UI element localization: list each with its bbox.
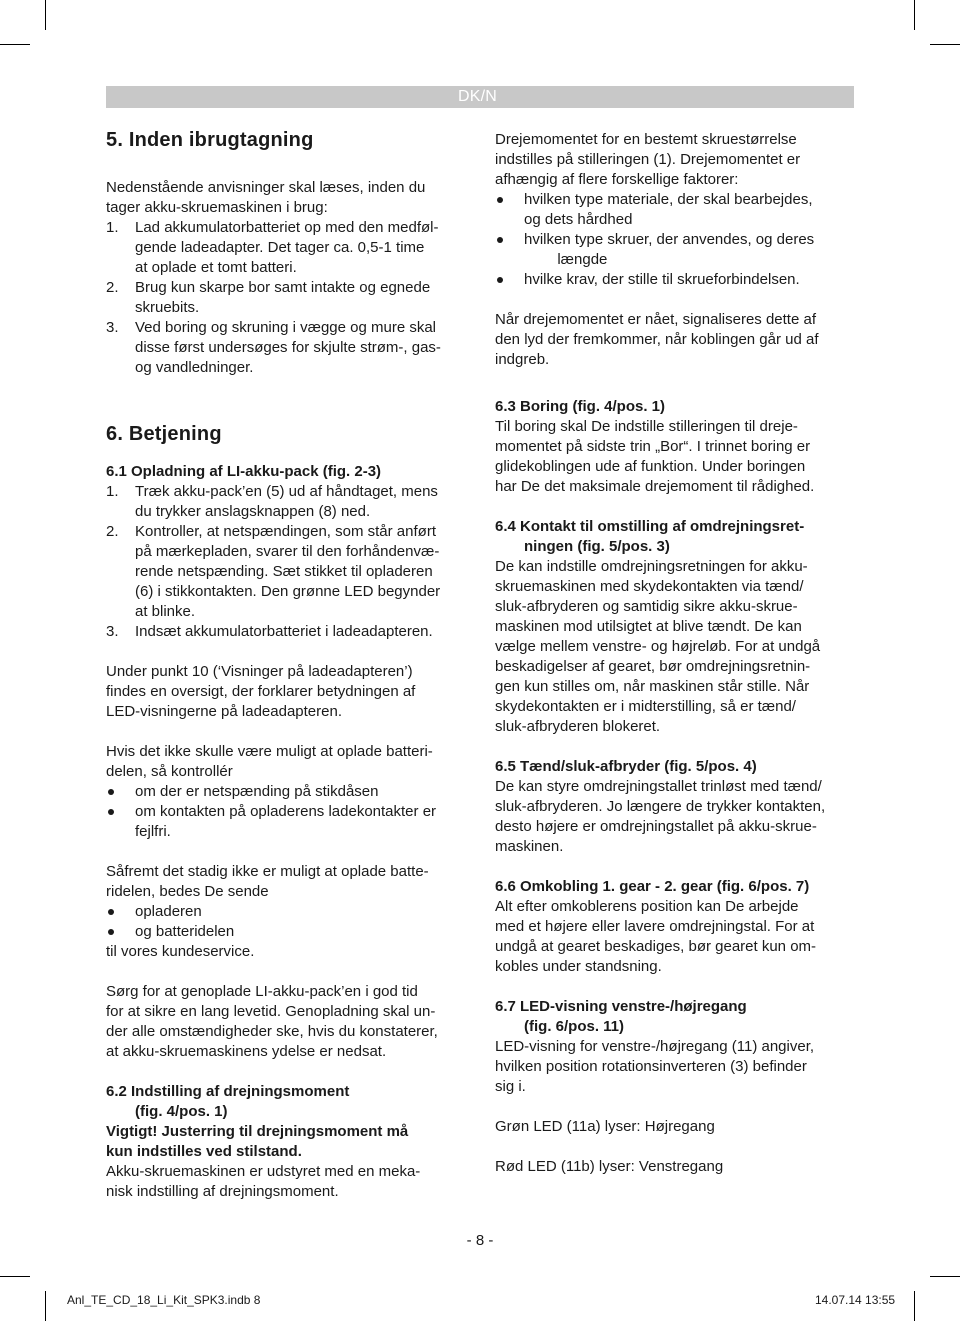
language-code: DK/N [458, 88, 498, 105]
text-line: kobles under standsning. [495, 958, 662, 975]
text-line: glidekoblingen ude af funktion. Under boringen [495, 458, 806, 475]
text-line: disse først undersøges for skjulte strøm-, gas- [135, 339, 441, 356]
title-line: (fig. 4/pos. 1) [135, 1103, 228, 1120]
text-line: undgå at gearet beskadiges, bør gearet kun om- [495, 938, 817, 955]
text-line: Nedenstående anvisninger skal læses, inden du [106, 179, 426, 196]
crop-mark [930, 44, 960, 45]
text-line: længde [524, 251, 608, 268]
text-line: og dets hårdhed [524, 211, 633, 228]
text-line: om kontakten på opladerens ladekontakter er [135, 803, 437, 820]
text-line: indgreb. [495, 351, 550, 368]
text-line: Indsæt akkumulatorbatteriet i ladeadapteren. [135, 623, 433, 640]
paragraph-sorg [106, 982, 466, 1062]
s61-list [106, 482, 466, 642]
text-line: hvilken position rotationsinverteren (3) befinder [495, 1058, 807, 1075]
text-line: vælge mellem venstre- og højreløb. For at undgå [495, 638, 821, 655]
text-line: fejlfri. [135, 823, 171, 840]
text-line: med et højere eller lavere omdrejningstal. For at [495, 918, 815, 935]
item-number: 1. [106, 219, 119, 236]
text-line: Såfremt det stadig ikke er muligt at oplade batte- [106, 863, 429, 880]
s67-text [495, 1037, 857, 1097]
text-line: gen kun stilles om, når maskinen står stille. Når [495, 678, 810, 695]
text-line: maskinen mod utilsigtet at blive tændt. De kan [495, 618, 802, 635]
text-line: maskinen. [495, 838, 564, 855]
crop-mark [45, 1291, 46, 1321]
text-line: Til boring skal De indstille stilleringen til dreje- [495, 418, 798, 435]
section-6-6-title: 6.6 Omkobling 1. gear - 2. gear (fig. 6/pos. 7) [495, 878, 810, 895]
text-line: opladeren [135, 903, 202, 920]
numbered-item [106, 522, 466, 622]
text-line: sluk-afbryderen. Jo længere de trykker kontakten, [495, 798, 826, 815]
numbered-item [106, 482, 466, 522]
text-line: momentet på sidste trin „Bor“. I trinnet boring er [495, 438, 811, 455]
s65-text [495, 777, 857, 857]
s66-text [495, 897, 857, 977]
text-line: at oplade et tomt batteri. [135, 259, 297, 276]
safremt-end: til vores kundeservice. [106, 943, 255, 960]
text-line: og batteridelen [135, 923, 235, 940]
title-line: 6.7 LED-visning venstre-/højregang [495, 998, 747, 1015]
text-line: om der er netspænding på stikdåsen [135, 783, 379, 800]
text-line: på mærkepladen, svarer til den forhåndenvæ- [135, 543, 440, 560]
text-line: LED-visning for venstre-/højregang (11) angiver, [495, 1038, 815, 1055]
text-line: der alle omstændigheder ske, hvis du konstaterer, [106, 1023, 438, 1040]
text-line: du trykker anslagsknappen (8) ned. [135, 503, 371, 520]
text-line: delen, så kontrollér [106, 763, 233, 780]
section-6-title: 6. Betjening [106, 423, 222, 445]
s5-intro [106, 178, 466, 218]
crop-mark [914, 1291, 915, 1321]
bullet-item [495, 230, 857, 270]
text-line: hvilken type materiale, der skal bearbejdes, [524, 191, 813, 208]
text-line: ridelen, bedes De sende [106, 883, 269, 900]
item-number: 3. [106, 319, 119, 336]
numbered-item [106, 218, 466, 278]
text-line: Brug kun skarpe bor samt intakte og egnede [135, 279, 431, 296]
safremt-bullets [106, 902, 466, 942]
bullet-item [495, 270, 857, 290]
section-6-1-title: 6.1 Opladning af LI-akku-pack (fig. 2-3) [106, 463, 382, 480]
text-line: desto højere er omdrejningstallet på akku-skrue- [495, 818, 817, 835]
text-line: De kan styre omdrejningstallet trinløst med tænd/ [495, 778, 822, 795]
led-green: Grøn LED (11a) lyser: Højregang [495, 1118, 715, 1135]
footer-date: 14.07.14 13:55 [815, 1293, 896, 1307]
crop-mark [45, 0, 46, 30]
text-line: sig i. [495, 1078, 526, 1095]
item-number: 1. [106, 483, 119, 500]
title-line: 6.2 Indstilling af drejningsmoment [106, 1083, 350, 1100]
item-number: 3. [106, 623, 119, 640]
text-line: Vigtigt! Justerring til drejningsmoment må [106, 1123, 409, 1140]
section-6-4-title [495, 517, 857, 557]
text-line: Ved boring og skruning i vægge og mure skal [135, 319, 437, 336]
text-line: Sørg for at genoplade LI-akku-pack’en i god tid [106, 983, 418, 1000]
text-line: og vandledninger. [135, 359, 254, 376]
right-column [495, 130, 857, 1177]
text-line: afhængig af flere forskellige faktorer: [495, 171, 739, 188]
bullet-item [495, 190, 857, 230]
text-line: (6) i stikkontakten. Den grønne LED begynder [135, 583, 441, 600]
crop-mark [0, 44, 30, 45]
title-line: (fig. 6/pos. 11) [524, 1018, 625, 1035]
text-line: Alt efter omkoblerens position kan De arbejde [495, 898, 799, 915]
text-line: hvilke krav, der stille til skrueforbindelsen. [524, 271, 800, 288]
text-line: beskadigelser af gearet, bør omdrejningsretnin- [495, 658, 811, 675]
s64-text [495, 557, 857, 737]
title-line: ningen (fig. 5/pos. 3) [524, 538, 670, 555]
s5-list [106, 218, 466, 378]
bullet-item [106, 802, 466, 842]
text-line: gende ladeadapter. Det tager ca. 0,5-1 time [135, 239, 425, 256]
text-line: indstilles på stilleringen (1). Drejemomentet er [495, 151, 801, 168]
bullet-item [106, 922, 466, 942]
section-6-2-title [106, 1082, 466, 1122]
section-6-5-title: 6.5 Tænd/sluk-afbryder (fig. 5/pos. 4) [495, 758, 757, 775]
s63-text [495, 417, 857, 497]
text-line: sluk-afbryderen blokeret. [495, 718, 661, 735]
text-line: tager akku-skruemaskinen i brug: [106, 199, 328, 216]
title-line: 6.4 Kontakt til omstilling af omdrejningsret- [495, 518, 805, 535]
page-number: - 8 - [466, 1232, 494, 1249]
text-line: for at sikre en lang levetid. Genopladning skal un- [106, 1003, 436, 1020]
text-line: kun indstilles ved stilstand. [106, 1143, 302, 1160]
text-line: har De det maksimale drejemoment til rådighed. [495, 478, 815, 495]
paragraph-safremt [106, 862, 466, 902]
led-red: Rød LED (11b) lyser: Venstregang [495, 1158, 724, 1175]
text-line: Når drejemomentet er nået, signaliseres dette af [495, 311, 816, 328]
text-line: Drejemomentet for en bestemt skruestørrelse [495, 131, 797, 148]
crop-mark [930, 1276, 960, 1277]
section-5-title: 5. Inden ibrugtagning [106, 129, 314, 151]
numbered-item [106, 278, 466, 318]
section-6-3-title: 6.3 Boring (fig. 4/pos. 1) [495, 398, 666, 415]
text-line: De kan indstille omdrejningsretningen for akku- [495, 558, 808, 575]
text-line: nisk indstilling af drejningsmoment. [106, 1183, 339, 1200]
s62-text [106, 1162, 466, 1202]
text-line: sluk-afbryderen og samtidig sikre akku-skrue- [495, 598, 798, 615]
section-6-7-title [495, 997, 857, 1037]
text-line: den lyd der fremkommer, når koblingen går ud af [495, 331, 819, 348]
text-line: rende netspænding. Sæt stikket til opladeren [135, 563, 433, 580]
text-line: skruebits. [135, 299, 200, 316]
text-line: findes en oversigt, der forklarer betydningen af [106, 683, 416, 700]
paragraph-hvis [106, 742, 466, 782]
text-line: Akku-skruemaskinen er udstyret med en meka- [106, 1163, 421, 1180]
text-line: Hvis det ikke skulle være muligt at oplade batteri- [106, 743, 433, 760]
bullet-item [106, 782, 466, 802]
text-line: at blinke. [135, 603, 196, 620]
left-column [106, 128, 466, 1202]
hvis-bullets [106, 782, 466, 842]
item-number: 2. [106, 279, 119, 296]
paragraph-under-punkt [106, 662, 466, 722]
text-line: at akku-skruemaskinens ydelse er nedsat. [106, 1043, 387, 1060]
numbered-item [106, 318, 466, 378]
text-line: skruemaskinen med skydekontakten via tænd/ [495, 578, 804, 595]
text-line: Under punkt 10 (‘Visninger på ladeadapteren’) [106, 663, 413, 680]
paragraph-naar [495, 310, 857, 370]
crop-mark [914, 0, 915, 30]
s62-warning [106, 1122, 466, 1162]
text-line: hvilken type skruer, der anvendes, og deres [524, 231, 815, 248]
text-line: Kontroller, at netspændingen, som står anført [135, 523, 436, 540]
bullet-item [106, 902, 466, 922]
numbered-item [106, 622, 466, 642]
drej-bullets [495, 190, 857, 290]
paragraph-drejemoment [495, 130, 857, 190]
text-line: Træk akku-pack’en (5) ud af håndtaget, mens [135, 483, 438, 500]
text-line: Lad akkumulatorbatteriet op med den medføl- [135, 219, 439, 236]
crop-mark [0, 1276, 30, 1277]
text-line: LED-visningerne på ladeadapteren. [106, 703, 342, 720]
text-line: skydekontakten er i midterstilling, så er tænd/ [495, 698, 796, 715]
item-number: 2. [106, 523, 119, 540]
footer-file: Anl_TE_CD_18_Li_Kit_SPK3.indb 8 [67, 1293, 261, 1307]
language-header-bar [106, 86, 854, 108]
